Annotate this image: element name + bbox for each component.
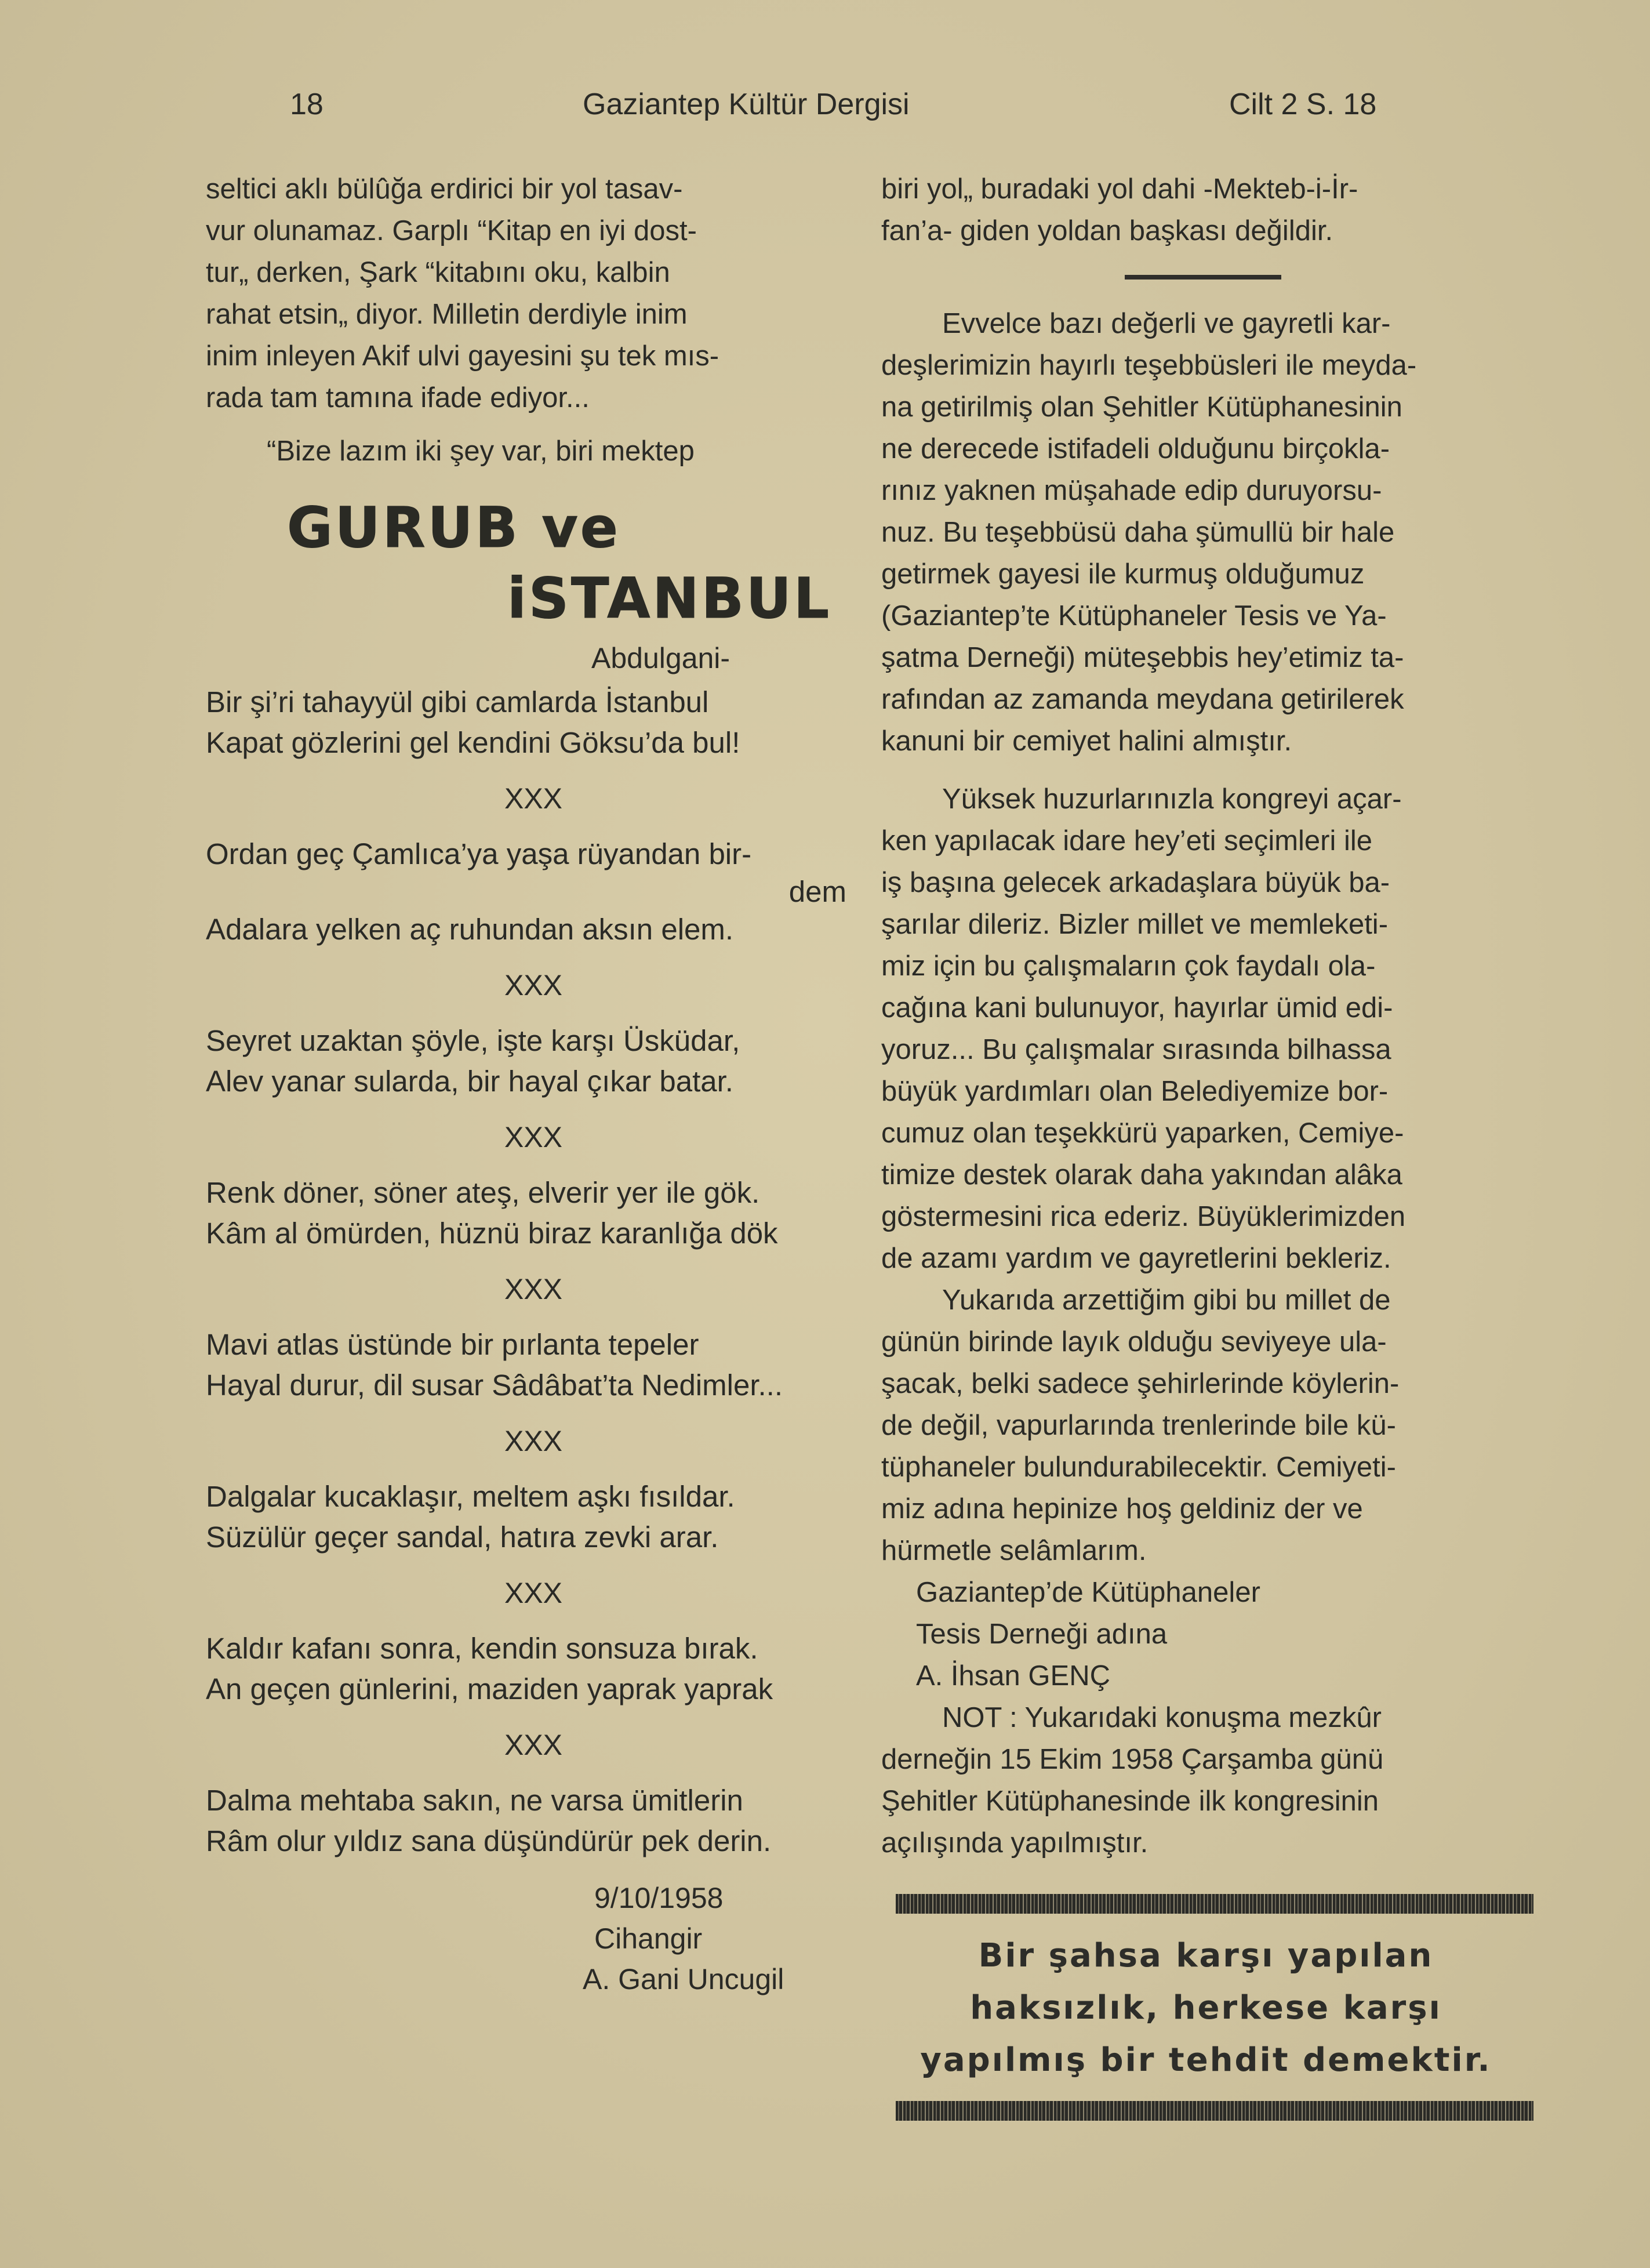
stanza xyxy=(206,682,861,763)
verse-line: An geçen günlerini, maziden yaprak yaprak xyxy=(206,1672,773,1705)
quote-line: haksızlık, herkese karşı xyxy=(970,1989,1442,2027)
text-line: rada tam tamına ifade ediyor... xyxy=(206,382,590,413)
stanza-separator: XXX xyxy=(504,1577,563,1609)
text-line: nuz. Bu teşebbüsü daha şümullü bir hale xyxy=(881,517,1395,548)
stanza xyxy=(206,1780,861,1861)
stanza-separator: XXX xyxy=(504,1729,563,1761)
note-paragraph xyxy=(881,1697,1531,1864)
text-line: şatma Derneği) müteşebbis hey’etimiz ta- xyxy=(881,642,1404,673)
poem-author: Abdulgani- xyxy=(591,642,730,674)
stanza xyxy=(206,1021,861,1102)
boxed-quote xyxy=(881,1894,1531,2121)
text-line: büyük yardımları olan Belediyemize bor- xyxy=(881,1076,1389,1107)
stanza-separator: XXX xyxy=(504,1425,563,1457)
verse-continuation: dem xyxy=(788,875,846,908)
text-line: şacak, belki sadece şehirlerinde köylerin- xyxy=(881,1368,1400,1399)
text-line: göstermesini rica ederiz. Büyüklerimizden xyxy=(881,1201,1406,1232)
text-line: günün birinde layık olduğu seviyeye ula- xyxy=(881,1326,1387,1358)
text-line: timize destek olarak daha yakından alâka xyxy=(881,1159,1402,1191)
left-column xyxy=(206,168,861,2000)
verse-line: Dalma mehtaba sakın, ne varsa ümitlerin xyxy=(206,1784,743,1817)
signature-name: A. İhsan GENÇ xyxy=(916,1660,1110,1692)
text-line: ne derecede istifadeli olduğunu birçokla- xyxy=(881,433,1390,465)
text-line: rınız yaknen müşahade edip duruyorsu- xyxy=(881,475,1382,506)
text-line: cağına kani bulunuyor, hayırlar ümid edi- xyxy=(881,992,1393,1024)
paragraph-1 xyxy=(881,303,1531,762)
verse-line: Mavi atlas üstünde bir pırlanta tepeler xyxy=(206,1328,699,1361)
text-line: de azamı yardım ve gayretlerini bekleriz. xyxy=(881,1243,1391,1274)
verse-line: Süzülür geçer sandal, hatıra zevki arar. xyxy=(206,1521,719,1554)
text-line: getirmek gayesi ile kurmuş olduğumuz xyxy=(881,558,1365,590)
text-line: deşlerimizin hayırlı teşebbüsleri ile meyda- xyxy=(881,350,1417,381)
poem-title-line-1: GURUB ve xyxy=(287,495,620,560)
text-line: fan’a- giden yoldan başkası değildir. xyxy=(881,215,1333,246)
verse-line: Râm olur yıldız sana düşündürür pek derin. xyxy=(206,1824,772,1857)
text-line: iş başına gelecek arkadaşlara büyük ba- xyxy=(881,867,1390,898)
quote-line: Bir şahsa karşı yapılan xyxy=(978,1937,1434,1975)
text-line: rafından az zamanda meydana getirilerek xyxy=(881,684,1404,715)
quote-line: yapılmış bir tehdit demektir. xyxy=(920,2041,1492,2079)
signature-place: Cihangir xyxy=(594,1922,703,1955)
text-line: Şehitler Kütüphanesinde ilk kongresinin xyxy=(881,1786,1379,1817)
text-line: Yüksek huzurlarınızla kongreyi açar- xyxy=(942,783,1402,815)
signature-date: 9/10/1958 xyxy=(594,1882,724,1914)
paragraph-3 xyxy=(881,1279,1531,1572)
stanza-separator: XXX xyxy=(504,1273,563,1305)
right-column xyxy=(881,168,1531,2121)
text-line: cumuz olan teşekkürü yaparken, Cemiye- xyxy=(881,1117,1404,1149)
text-line: hürmetle selâmlarım. xyxy=(881,1535,1147,1566)
text-line: rahat etsin„ diyor. Milletin derdiyle inim xyxy=(206,299,688,330)
page-header xyxy=(0,87,1650,133)
text-line: ken yapılacak idare hey’eti seçimleri ile xyxy=(881,825,1372,857)
stanza xyxy=(206,1324,861,1406)
text-line: tüphaneler bulundurabilecektir. Cemiyeti- xyxy=(881,1451,1396,1483)
volume-issue: Cilt 2 S. 18 xyxy=(1229,88,1377,121)
journal-title: Gaziantep Kültür Dergisi xyxy=(583,88,910,121)
text-line: derneğin 15 Ekim 1958 Çarşamba günü xyxy=(881,1744,1384,1775)
verse-line: Bir şi’ri tahayyül gibi camlarda İstanbul xyxy=(206,685,709,718)
quote-line: “Bize lazım iki şey var, biri mektep xyxy=(267,436,695,467)
stanza xyxy=(206,1173,861,1254)
text-line: tur„ derken, Şark “kitabını oku, kalbin xyxy=(206,257,670,288)
paragraph-2 xyxy=(881,778,1531,1279)
association-signature xyxy=(881,1572,1531,1697)
text-line: şarılar dileriz. Bizler millet ve memleketi- xyxy=(881,909,1389,940)
text-line: (Gaziantep’te Kütüphaneler Tesis ve Ya- xyxy=(881,600,1387,632)
verse-line: Kapat gözlerini gel kendini Göksu’da bul! xyxy=(206,726,740,759)
text-line: na getirilmiş olan Şehitler Kütüphanesinin xyxy=(881,391,1402,423)
verse-line: Seyret uzaktan şöyle, işte karşı Üsküdar, xyxy=(206,1024,740,1057)
text-line: inim inleyen Akif ulvi gayesini şu tek mıs- xyxy=(206,340,719,372)
continued-paragraph xyxy=(881,168,1531,252)
signature-line: Gaziantep’de Kütüphaneler xyxy=(916,1577,1260,1608)
section-divider xyxy=(1125,275,1281,280)
stanza xyxy=(206,834,861,950)
text-line: miz için bu çalışmaların çok faydalı ola- xyxy=(881,950,1376,982)
text-line: miz adına hepinize hoş geldiniz der ve xyxy=(881,1493,1363,1525)
verse-line: Renk döner, söner ateş, elverir yer ile gök. xyxy=(206,1176,760,1209)
stanza-separator: XXX xyxy=(504,969,563,1001)
verse-line: Alev yanar sularda, bir hayal çıkar batar. xyxy=(206,1065,733,1098)
text-line: açılışında yapılmıştır. xyxy=(881,1827,1149,1859)
verse-line: Ordan geç Çamlıca’ya yaşa rüyandan bir- xyxy=(206,837,752,870)
text-line: Yukarıda arzettiğim gibi bu millet de xyxy=(942,1284,1391,1316)
verse-line: Kâm al ömürden, hüznü biraz karanlığa dök xyxy=(206,1217,778,1250)
text-line: yoruz... Bu çalışmalar sırasında bilhassa xyxy=(881,1034,1391,1065)
stanza xyxy=(206,1628,861,1710)
text-line: biri yol„ buradaki yol dahi -Mekteb-i-İr- xyxy=(881,173,1358,205)
verse-line: Adalara yelken aç ruhundan aksın elem. xyxy=(206,913,734,946)
text-line: vur olunamaz. Garplı “Kitap en iyi dost- xyxy=(206,215,697,246)
verse-line: Hayal durur, dil susar Sâdâbat’ta Nedimler... xyxy=(206,1369,783,1402)
stanza xyxy=(206,1476,861,1558)
stanza-separator: XXX xyxy=(504,1121,563,1153)
text-line: kanuni bir cemiyet halini almıştır. xyxy=(881,725,1292,757)
boxed-quote-text xyxy=(881,1930,1531,2086)
text-line: NOT : Yukarıdaki konuşma mezkûr xyxy=(942,1702,1382,1733)
poem-signature xyxy=(594,1878,861,1959)
text-line: seltici aklı bülûğa erdirici bir yol tasav- xyxy=(206,173,683,205)
verse-line: Kaldır kafanı sonra, kendin sonsuza bırak. xyxy=(206,1632,758,1665)
text-line: Evvelce bazı değerli ve gayretli kar- xyxy=(942,308,1391,339)
signature-line: Tesis Derneği adına xyxy=(916,1619,1168,1650)
intro-paragraph xyxy=(206,168,861,419)
hatched-rule-top xyxy=(896,1894,1533,1914)
hatched-rule-bottom xyxy=(896,2101,1533,2121)
stanza-separator: XXX xyxy=(504,782,563,815)
verse-line: Dalgalar kucaklaşır, meltem aşkı fısıldar. xyxy=(206,1480,735,1513)
poem-title-line-2: iSTANBUL xyxy=(507,566,832,631)
page-number: 18 xyxy=(290,88,324,121)
signature-name: A. Gani Uncugil xyxy=(583,1963,784,1995)
text-line: de değil, vapurlarında trenlerinde bile kü- xyxy=(881,1410,1396,1441)
